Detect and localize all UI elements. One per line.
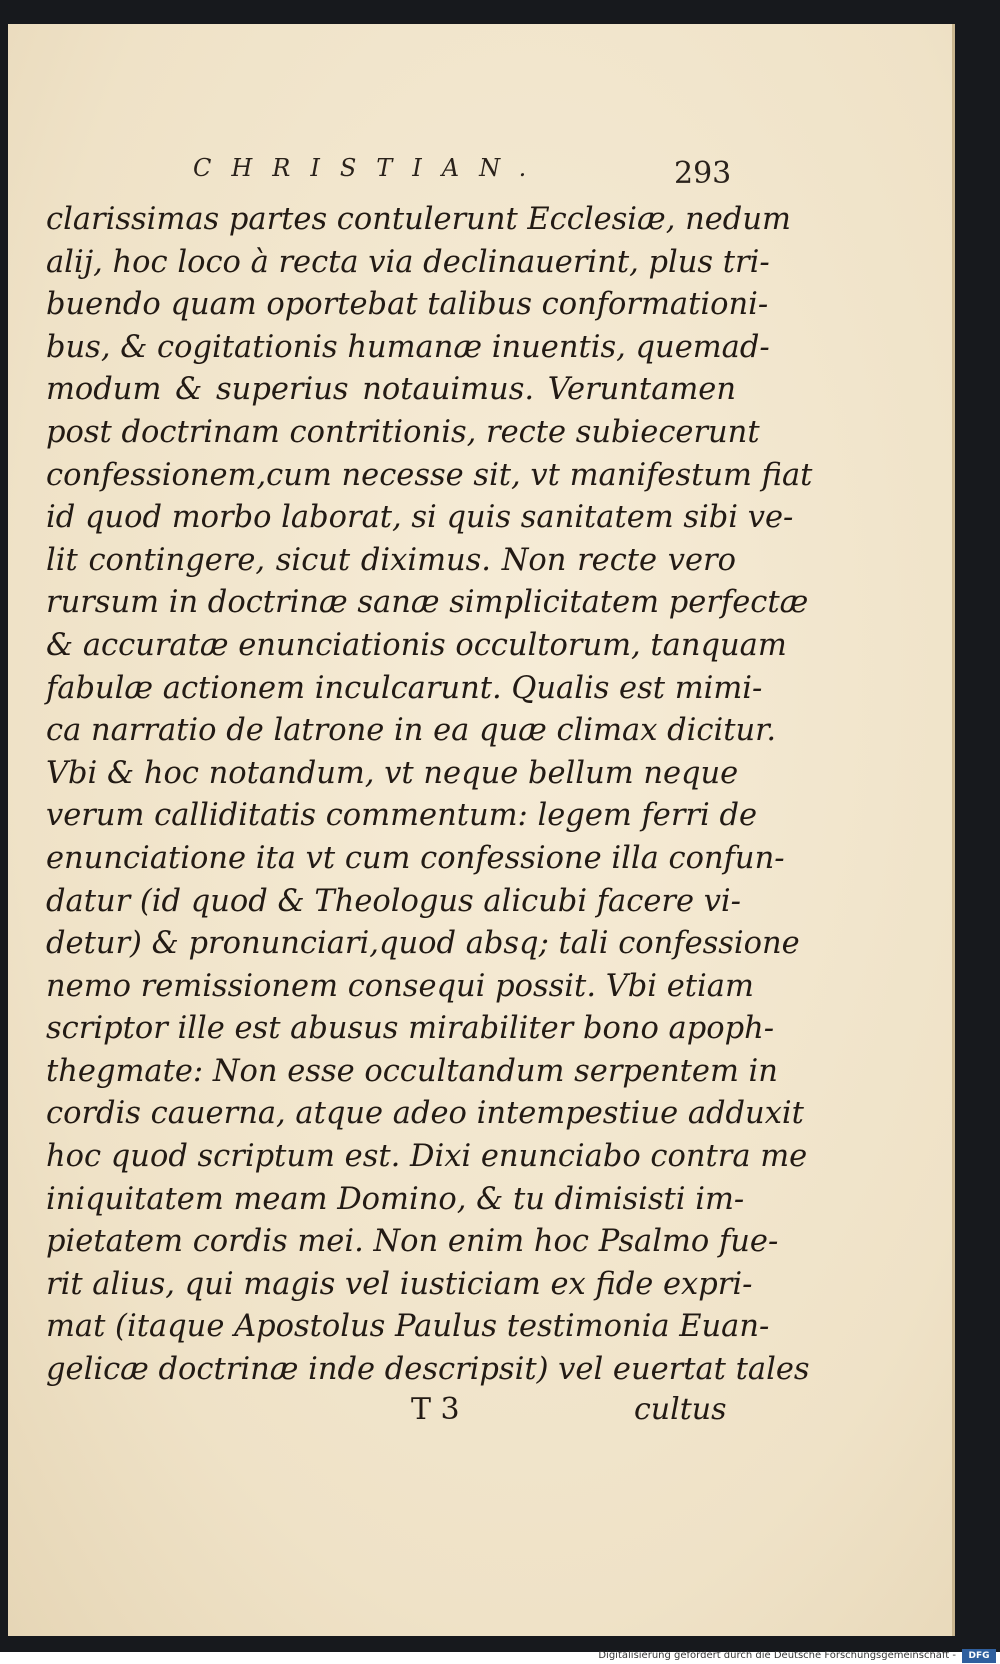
text-line: bus, & cogitationis humanæ inuentis, quemad- (46, 329, 770, 365)
page-number: 293 (674, 156, 732, 191)
text-line: lit contingere, sicut diximus. Non recte vero (46, 542, 736, 578)
body-text (46, 199, 813, 1392)
text-line: cordis cauerna, atque adeo intempestiue adduxit (46, 1096, 804, 1132)
dfg-logo: DFG (962, 1649, 996, 1663)
text-line: clarissimas partes contulerunt Ecclesiæ, nedum (46, 202, 791, 237)
text-line: ca narratio de latrone in ea quæ climax dicitur. (46, 713, 777, 749)
book-page (8, 24, 955, 1636)
catchword: cultus (634, 1392, 727, 1427)
digitization-credit: Digitalisierung gefördert durch die Deutsche Forschungsgemeinschaft - (598, 1650, 956, 1661)
text-line: iniquitatem meam Domino, & tu dimisisti im- (46, 1181, 745, 1217)
text-line: fabulæ actionem inculcarunt. Qualis est mimi- (46, 670, 763, 706)
text-line: id quod morbo laborat, si quis sanitatem sibi ve- (46, 500, 794, 536)
text-line: rit alius, qui magis vel iusticiam ex fide expri- (46, 1266, 753, 1302)
text-line: thegmate: Non esse occultandum serpentem in (46, 1053, 778, 1089)
text-line: gelicæ doctrinæ inde descripsit) vel euertat tales (46, 1352, 810, 1388)
text-line: nemo remissionem consequi possit. Vbi etiam (46, 968, 754, 1004)
text-line: & accuratæ enunciationis occultorum, tanquam (46, 627, 787, 663)
text-line: confessionem,cum necesse sit, vt manifestum fiat (46, 457, 813, 493)
text-line: pietatem cordis mei. Non enim hoc Psalmo fue- (46, 1224, 779, 1260)
text-line: mat (itaque Apostolus Paulus testimonia Euan- (46, 1309, 770, 1345)
text-line: verum calliditatis commentum: legem ferri de (46, 798, 758, 834)
text-line: rursum in doctrinæ sanæ simplicitatem perfectæ (46, 585, 809, 621)
text-line: hoc quod scriptum est. Dixi enunciabo contra me (46, 1139, 808, 1175)
running-head: CHRISTIAN. (193, 154, 547, 182)
text-line: modum & superius notauimus. Veruntamen (46, 372, 736, 408)
text-line: post doctrinam contritionis, recte subiecerunt (46, 414, 760, 450)
text-line: enunciatione ita vt cum confessione illa confun- (46, 840, 785, 876)
text-line: datur (id quod & Theologus alicubi facere vi- (46, 883, 741, 919)
text-line: alij, hoc loco à recta via declinauerint, plus tri- (46, 244, 770, 280)
text-line: detur) & pronunciari,quod absq; tali confessione (46, 926, 800, 962)
text-line: buendo quam oportebat talibus conformationi- (46, 287, 769, 323)
signature-mark: T 3 (411, 1392, 460, 1427)
text-line: scriptor ille est abusus mirabiliter bono apoph- (46, 1011, 775, 1047)
text-line: Vbi & hoc notandum, vt neque bellum neque (46, 755, 739, 791)
